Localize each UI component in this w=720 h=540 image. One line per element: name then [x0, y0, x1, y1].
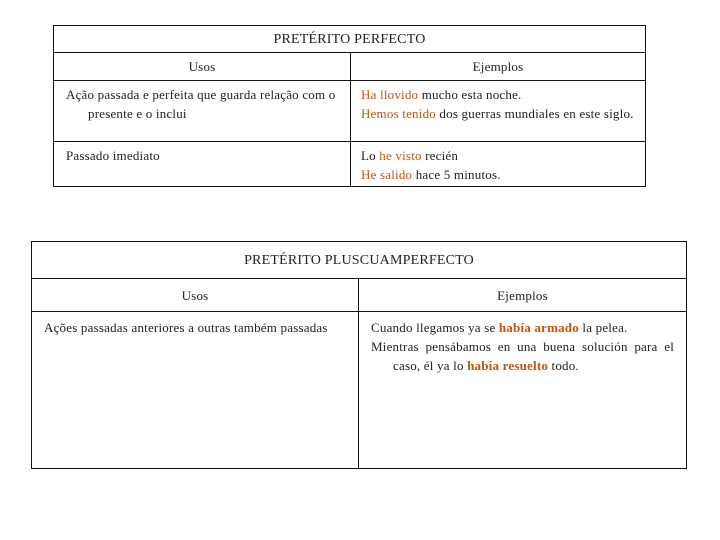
table-row	[32, 312, 687, 469]
sentence-text: mucho esta noche.	[418, 87, 522, 102]
uso-cell	[54, 81, 351, 142]
uso-text: Ação passada e perfeita que guarda relação com o presente e o inclui	[66, 87, 336, 121]
sentence-text: Lo	[361, 148, 380, 163]
column-header-ejemplos: Ejemplos	[359, 279, 687, 312]
table-row	[54, 81, 646, 142]
ejemplos-cell	[359, 312, 687, 469]
column-header-ejemplos: Ejemplos	[351, 53, 646, 81]
verb-highlight: había armado	[498, 320, 579, 335]
preterito-perfecto-table	[53, 25, 646, 187]
example-sentence	[355, 85, 635, 104]
table-title: PRETÉRITO PLUSCUAMPERFECTO	[32, 242, 687, 279]
verb-highlight: he visto	[379, 148, 422, 163]
sentence-text: recién	[421, 148, 459, 163]
column-header-usos: Usos	[54, 53, 351, 81]
example-sentence	[355, 104, 635, 123]
sentence-text: dos guerras mundiales en este siglo.	[435, 106, 634, 121]
ejemplos-cell	[351, 81, 646, 142]
verb-highlight: He salido	[361, 167, 413, 182]
verb-highlight: había resuelto	[467, 358, 549, 373]
preterito-pluscuamperfecto-table	[31, 241, 687, 469]
table-row	[54, 142, 646, 187]
table-title: PRETÉRITO PERFECTO	[54, 26, 646, 53]
uso-cell	[54, 142, 351, 187]
uso-cell	[32, 312, 359, 469]
ejemplos-cell	[351, 142, 646, 187]
example-sentence	[365, 318, 674, 337]
example-sentence	[355, 165, 635, 184]
example-sentence	[365, 337, 674, 375]
sentence-text: Cuando llegamos ya se	[371, 320, 499, 335]
example-sentence	[355, 146, 635, 165]
sentence-text: la pelea.	[578, 320, 628, 335]
uso-text: Ações passadas anteriores a outras também passadas	[44, 320, 328, 335]
sentence-text: Mientras pensábamos en una buena solución para el caso, él ya lo	[371, 339, 675, 373]
uso-text: Passado imediato	[66, 148, 160, 163]
verb-highlight: Ha llovido	[361, 87, 419, 102]
verb-highlight: Hemos tenido	[361, 106, 436, 121]
sentence-text: todo.	[548, 358, 579, 373]
sentence-text: hace 5 minutos.	[412, 167, 501, 182]
column-header-usos: Usos	[32, 279, 359, 312]
